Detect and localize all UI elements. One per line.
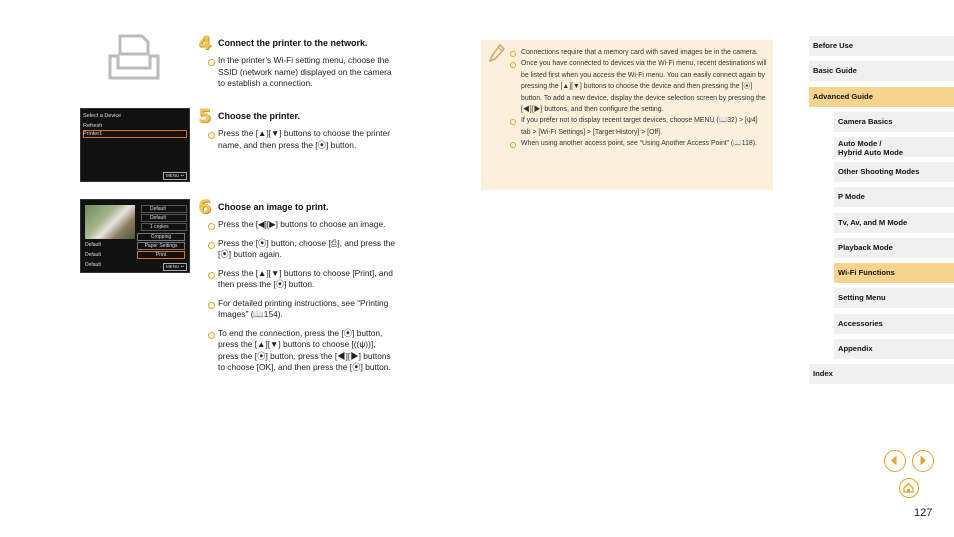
next-page-button[interactable] <box>912 450 934 472</box>
sidebar-item-camera-basics[interactable]: Camera Basics <box>834 112 954 132</box>
cropping-button: Cropping <box>137 233 185 241</box>
left-label: Default <box>85 262 101 268</box>
camera-screen-select-device <box>80 108 190 182</box>
step-title: Choose an image to print. <box>218 202 329 212</box>
step-bullet: To end the connection, press the [⦿] button, press the [▲][▼] buttons to choose [((ψ))], press the [⦿] button, press the [◀][▶] buttons to choose [OK], and then press the [⦿] button. <box>218 328 398 374</box>
step-bullet: Press the [▲][▼] buttons to choose [Print], and then press the [⦿] button. <box>218 268 398 291</box>
sidebar-item-playback-mode[interactable]: Playback Mode <box>834 238 954 258</box>
sidebar-item-label: Auto Mode / Hybrid Auto Mode <box>838 139 904 157</box>
step-bullet: Press the [◀][▶] buttons to choose an image. <box>218 219 398 231</box>
printer-icon <box>108 34 160 80</box>
step-number: 6 <box>198 196 212 218</box>
step-number: 5 <box>198 105 212 127</box>
sidebar-item-advanced-guide[interactable]: Advanced Guide <box>809 87 954 107</box>
screen-title: Select a Device <box>83 113 122 119</box>
step-number: 4 <box>198 32 212 54</box>
option-row: Default <box>141 205 187 213</box>
home-button[interactable] <box>899 478 919 498</box>
step-bullet: In the printer’s Wi-Fi setting menu, choose the SSID (network name) displayed on the camera to establish a connection. <box>218 55 398 90</box>
home-icon <box>900 479 917 496</box>
sidebar-item-accessories[interactable]: Accessories <box>834 314 954 334</box>
left-label: Default <box>85 252 101 258</box>
pencil-icon <box>489 44 505 62</box>
option-row: Default <box>141 214 187 222</box>
sidebar-item-before-use[interactable]: Before Use <box>809 36 954 56</box>
step-bullet: For detailed printing instructions, see “Printing Images” (📖154). <box>218 298 398 321</box>
sidebar-item-tv-av-m-mode[interactable]: Tv, Av, and M Mode <box>834 213 954 233</box>
note-item: If you prefer not to display recent target devices, choose MENU (📖32) > [ψ4] tab > [Wi-Fi Settings] > [Target History] > [Off]. <box>521 115 767 138</box>
chevron-left-icon <box>885 451 904 470</box>
sidebar-item-appendix[interactable]: Appendix <box>834 339 954 359</box>
previous-page-button[interactable] <box>884 450 906 472</box>
menu-badge: MENU ↩ <box>163 263 187 271</box>
note-item: Connections require that a memory card with saved images be in the camera. <box>521 47 767 58</box>
note-item: Once you have connected to devices via the Wi-Fi menu, recent destinations will be listed first when you access the Wi-Fi menu. You can easily connect again by pressing the [▲][▼] buttons to choose the device and then pressing the [⦿] button. To add a new device, display the device selection screen by pressing the [◀][▶] buttons, and then configure the setting. <box>521 58 767 115</box>
page-number: 127 <box>914 507 933 519</box>
step-title: Choose the printer. <box>218 111 301 121</box>
note-box <box>481 40 773 190</box>
sidebar-item-wifi-functions[interactable]: Wi-Fi Functions <box>834 263 954 283</box>
note-item: When using another access point, see “Using Another Access Point” (📖118). <box>521 138 767 149</box>
step-title: Connect the printer to the network. <box>218 38 368 48</box>
camera-screen-print-settings <box>80 199 190 273</box>
sidebar-item-basic-guide[interactable]: Basic Guide <box>809 61 954 81</box>
step-bullet-list <box>218 128 398 151</box>
step-bullet: Press the [⦿] button, choose [⎙], and press the [⦿] button again. <box>218 238 398 261</box>
photo-thumbnail <box>85 205 135 239</box>
chevron-right-icon <box>913 451 932 470</box>
sidebar-item-setting-menu[interactable]: Setting Menu <box>834 288 954 308</box>
step-bullet-list <box>218 219 398 374</box>
note-list <box>521 47 767 150</box>
menu-badge: MENU ↩ <box>163 172 187 180</box>
paper-settings-button: Paper Settings <box>137 242 185 250</box>
sidebar-item-other-shooting-modes[interactable]: Other Shooting Modes <box>834 162 954 182</box>
screen-row-printer: Printer1 <box>83 131 103 137</box>
print-button: Print <box>137 251 185 259</box>
screen-row-refresh: Refresh <box>83 123 103 129</box>
step-bullet: Press the [▲][▼] buttons to choose the printer name, and then press the [⦿] button. <box>218 128 398 151</box>
left-label: Default <box>85 242 101 248</box>
step-bullet-list <box>218 55 398 90</box>
sidebar-item-auto-mode[interactable] <box>834 137 954 157</box>
option-row: 1 copies <box>141 223 187 231</box>
sidebar-item-p-mode[interactable]: P Mode <box>834 187 954 207</box>
sidebar-item-index[interactable]: Index <box>809 364 954 384</box>
